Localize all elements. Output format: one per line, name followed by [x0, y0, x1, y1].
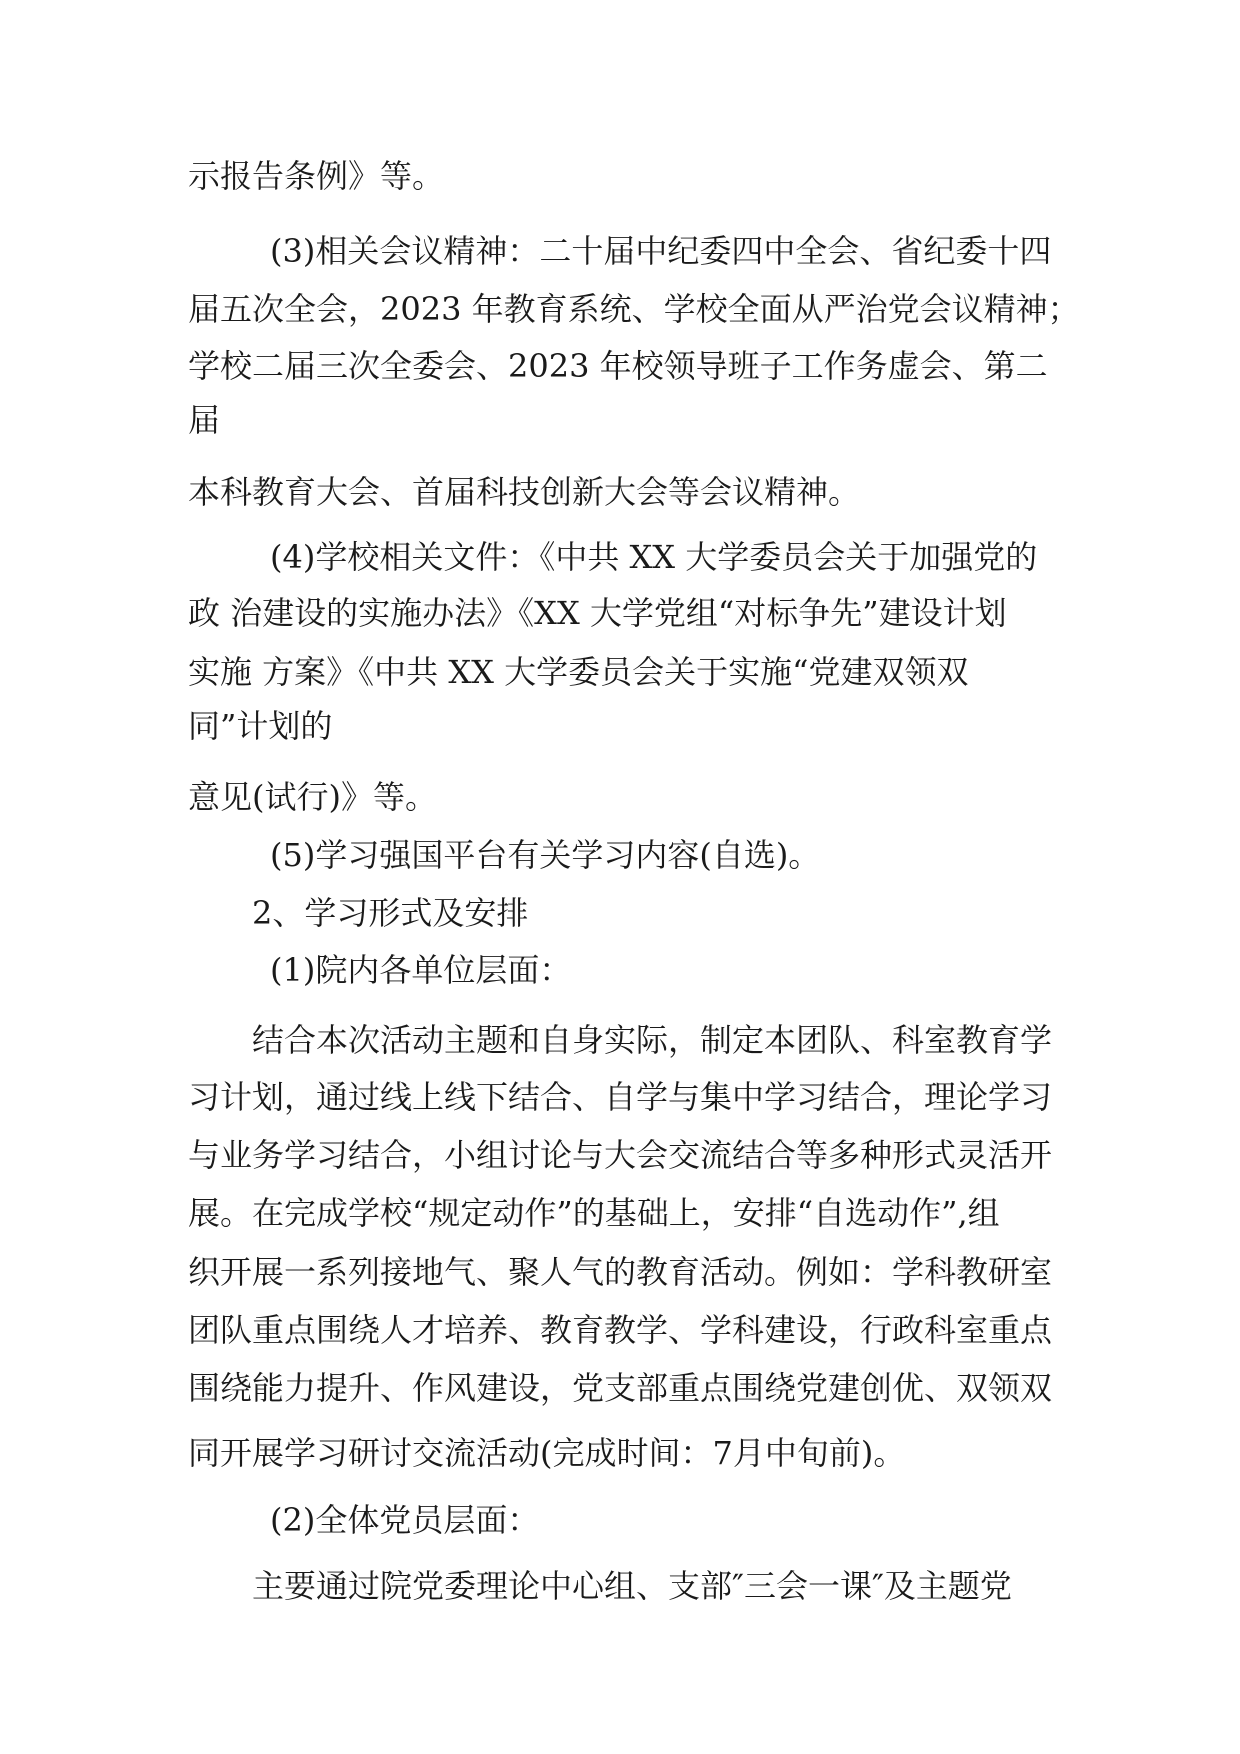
text-line: 届五次全会，2023 年教育系统、学校全面从严治党会议精神；	[188, 290, 1080, 328]
text-line: (5)学习强国平台有关学习内容(自选)。	[270, 836, 821, 874]
text-line: 届	[188, 401, 221, 439]
text-line: 团队重点围绕人才培养、教育教学、学科建设，行政科室重点	[188, 1311, 1053, 1349]
text-line: 本科教育大会、首届科技创新大会等会议精神。	[188, 473, 861, 511]
text-line: 同开展学习研讨交流活动(完成时间：7月中旬前)。	[188, 1434, 906, 1472]
text-line: 意见(试行)》等。	[188, 778, 437, 816]
section-heading: 2、学习形式及安排	[252, 894, 529, 932]
text-line: 织开展一系列接地气、聚人气的教育活动。例如：学科教研室	[188, 1253, 1053, 1291]
text-line: 结合本次活动主题和自身实际，制定本团队、科室教育学	[252, 1021, 1053, 1059]
text-line: 习计划，通过线上线下结合、自学与集中学习结合，理论学习	[188, 1078, 1053, 1116]
text-line: 实施 方案》《中共 XX 大学委员会关于实施“党建双领双	[188, 653, 969, 691]
text-line: (3)相关会议精神：二十届中纪委四中全会、省纪委十四	[270, 232, 1052, 270]
text-line: 政 治建设的实施办法》《XX 大学党组“对标争先”建设计划	[188, 594, 1007, 632]
text-line: 展。在完成学校“规定动作”的基础上，安排“自选动作”,组	[188, 1194, 1000, 1232]
text-line: 主要通过院党委理论中心组、支部″三会一课″及主题党	[252, 1567, 1012, 1605]
text-line: 同”计划的	[188, 707, 333, 745]
text-line: 学校二届三次全委会、2023 年校领导班子工作务虚会、第二	[188, 347, 1048, 385]
text-line: 围绕能力提升、作风建设，党支部重点围绕党建创优、双领双	[188, 1369, 1053, 1407]
text-line: (2)全体党员层面：	[270, 1501, 540, 1539]
text-line: 与业务学习结合，小组讨论与大会交流结合等多种形式灵活开	[188, 1136, 1053, 1174]
text-line: (1)院内各单位层面：	[270, 951, 572, 989]
text-line: 示报告条例》等。	[188, 157, 445, 195]
text-line: (4)学校相关文件：《中共 XX 大学委员会关于加强党的	[270, 538, 1038, 576]
